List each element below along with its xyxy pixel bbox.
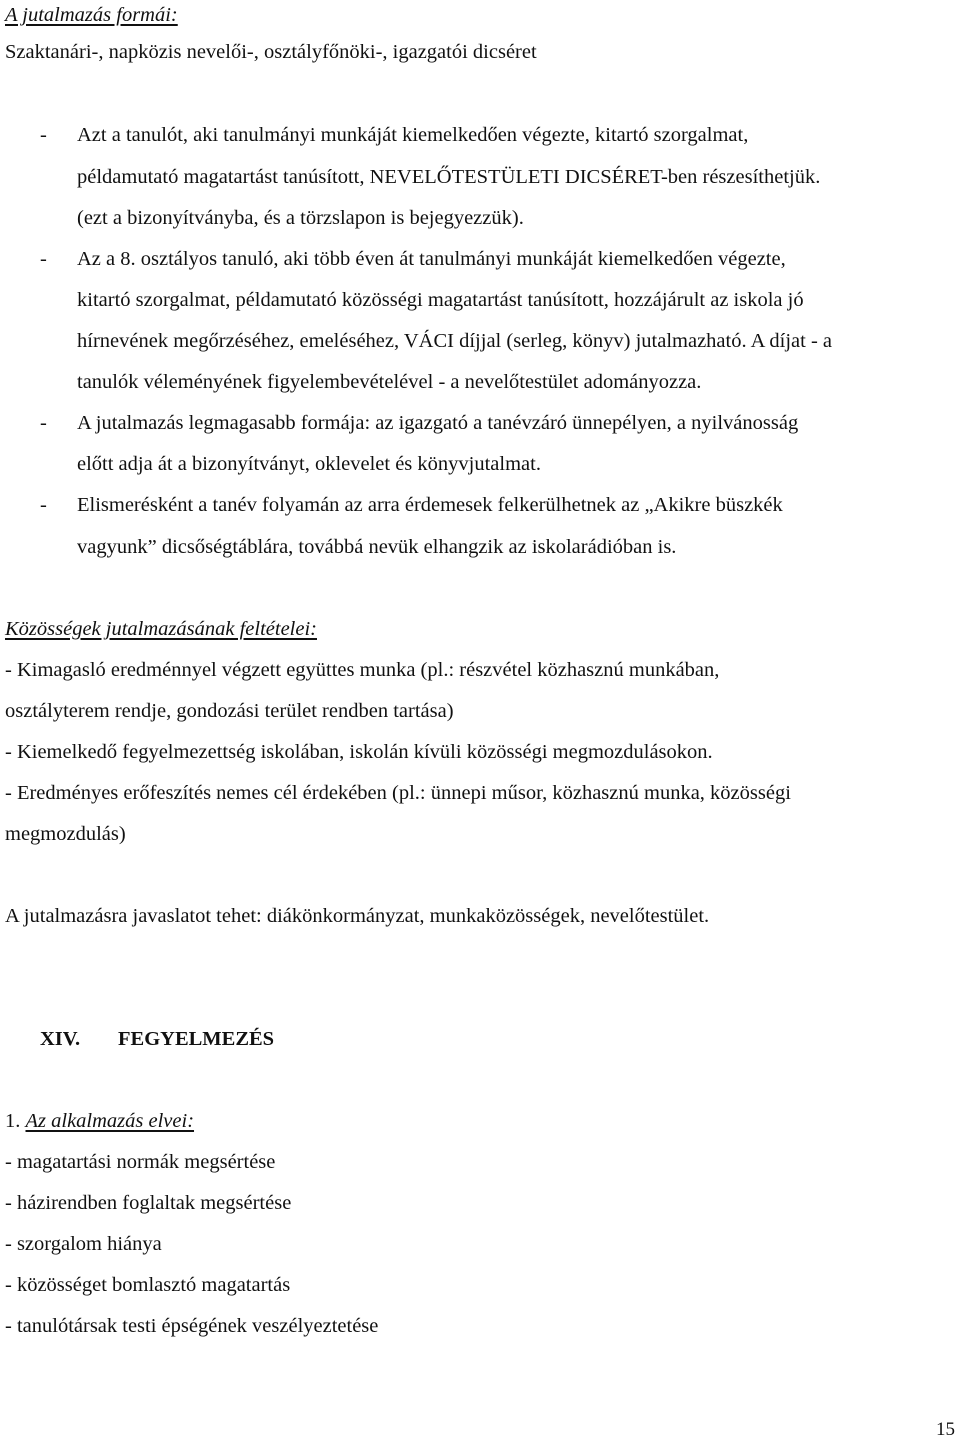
- communities-line: - Kiemelkedő fegyelmezettség iskolában, iskolán kívüli közösségi megmozdulásokon.: [5, 741, 713, 763]
- list-item-line: kitartó szorgalmat, példamutató közösségi magatartást tanúsított, hozzájárult az iskola jó: [77, 289, 804, 311]
- list-dash: -: [40, 412, 47, 434]
- principles-item: - szorgalom hiánya: [5, 1233, 162, 1255]
- list-item-line: előtt adja át a bizonyítványt, oklevelet és könyvjutalmat.: [77, 453, 541, 475]
- principles-number: 1.: [5, 1110, 21, 1132]
- rewards-heading: A jutalmazás formái:: [5, 4, 178, 26]
- rewards-intro: Szaktanári-, napközis nevelői-, osztályfőnöki-, igazgatói dicséret: [5, 41, 537, 63]
- communities-line: - Kimagasló eredménnyel végzett együttes munka (pl.: részvétel közhasznú munkában,: [5, 659, 720, 681]
- principles-heading: Az alkalmazás elvei:: [25, 1110, 195, 1132]
- list-item-line: példamutató magatartást tanúsított, NEVELŐTESTÜLETI DICSÉRET-ben részesíthetjük.: [77, 166, 821, 188]
- communities-line: osztályterem rendje, gondozási terület rendben tartása): [5, 700, 454, 722]
- list-item-line: Azt a tanulót, aki tanulmányi munkáját kiemelkedően végezte, kitartó szorgalmat,: [77, 124, 749, 146]
- communities-heading: Közösségek jutalmazásának feltételei:: [5, 618, 317, 640]
- communities-line: - Eredményes erőfeszítés nemes cél érdekében (pl.: ünnepi műsor, közhasznú munka, közösségi: [5, 782, 791, 804]
- list-dash: -: [40, 248, 47, 270]
- list-dash: -: [40, 124, 47, 146]
- list-item-line: vagyunk” dicsőségtáblára, továbbá nevük elhangzik az iskolarádióban is.: [77, 536, 677, 558]
- principles-heading-row: [5, 1111, 194, 1132]
- list-item-line: A jutalmazás legmagasabb formája: az igazgató a tanévzáró ünnepélyen, a nyilvánosság: [77, 412, 799, 434]
- chapter-title: FEGYELMEZÉS: [118, 1028, 275, 1050]
- proposal-text: A jutalmazásra javaslatot tehet: diákönkormányzat, munkaközösségek, nevelőtestület.: [5, 905, 710, 927]
- list-item-line: Elismerésként a tanév folyamán az arra érdemesek felkerülhetnek az „Akikre büszkék: [77, 494, 783, 516]
- principles-item: - házirendben foglaltak megsértése: [5, 1192, 292, 1214]
- communities-line: megmozdulás): [5, 823, 126, 845]
- list-item-line: (ezt a bizonyítványba, és a törzslapon is bejegyezzük).: [77, 207, 524, 229]
- principles-item: - magatartási normák megsértése: [5, 1151, 276, 1173]
- page-number: 15: [936, 1419, 955, 1440]
- list-item-line: Az a 8. osztályos tanuló, aki több éven át tanulmányi munkáját kiemelkedően végezte,: [77, 248, 786, 270]
- principles-item: - közösséget bomlasztó magatartás: [5, 1274, 291, 1296]
- chapter-number: XIV.: [40, 1028, 81, 1050]
- list-item-line: tanulók véleményének figyelembevételével - a nevelőtestület adományozza.: [77, 371, 702, 393]
- list-item-line: hírnevének megőrzéséhez, emeléséhez, VÁCI díjjal (serleg, könyv) jutalmazható. A díjat - a: [77, 330, 832, 352]
- list-dash: -: [40, 494, 47, 516]
- principles-item: - tanulótársak testi épségének veszélyeztetése: [5, 1315, 379, 1337]
